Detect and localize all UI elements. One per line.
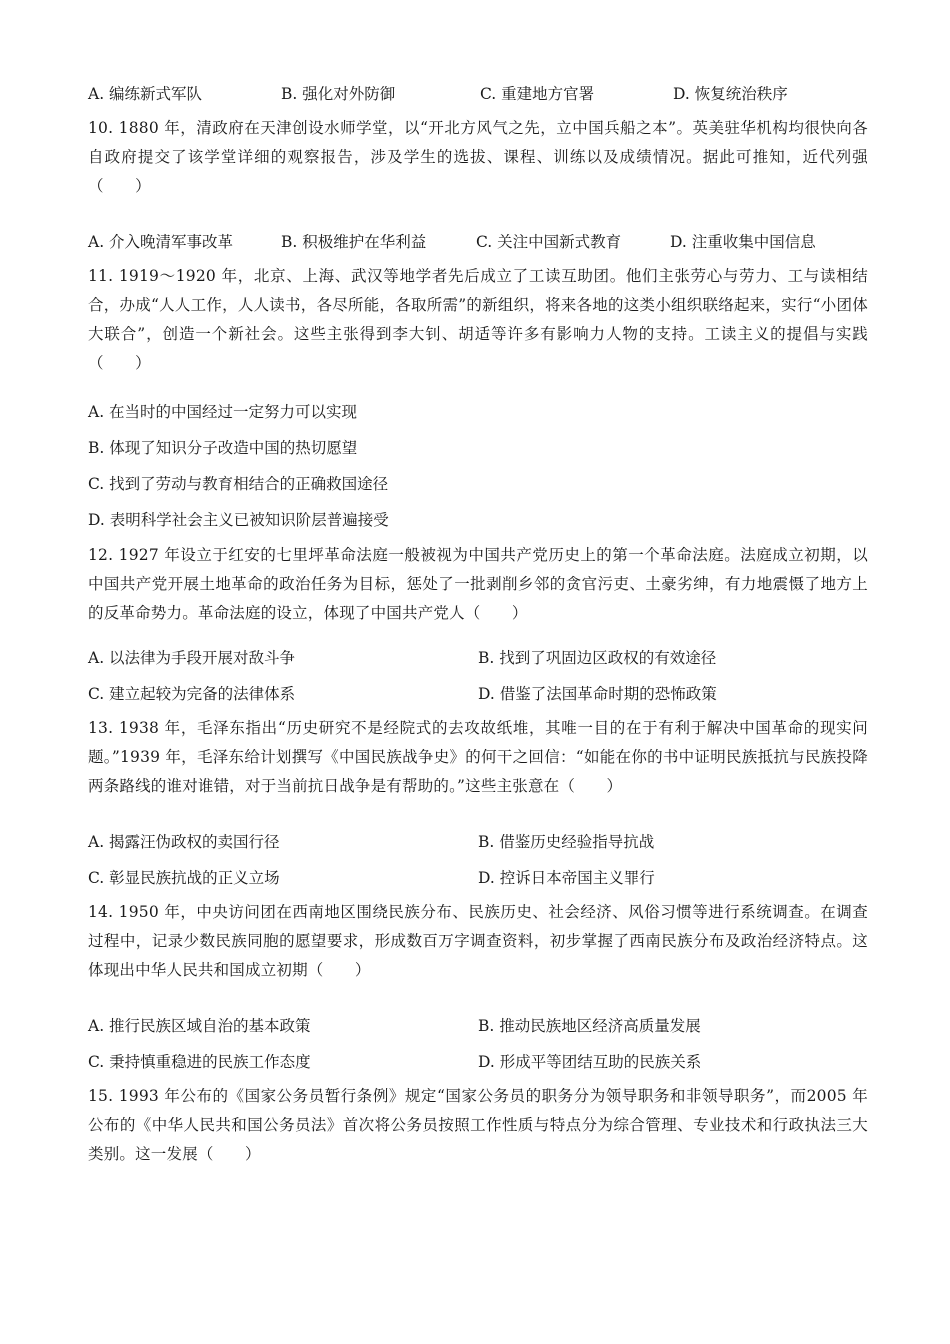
q11-option-b[interactable]: B. 体现了知识分子改造中国的热切愿望: [88, 439, 358, 457]
q13-option-c[interactable]: C. 彰显民族抗战的正义立场: [88, 869, 280, 887]
q9-option-a[interactable]: A. 编练新式军队: [88, 85, 203, 103]
q12-option-d[interactable]: D. 借鉴了法国革命时期的恐怖政策: [478, 685, 717, 703]
q14-options-row2: [88, 1050, 868, 1072]
q13-option-b[interactable]: B. 借鉴历史经验指导抗战: [478, 833, 655, 851]
q10-option-d[interactable]: D. 注重收集中国信息: [670, 233, 816, 251]
q12-stem: 12. 1927 年设立于红安的七里坪革命法庭一般被视为中国共产党历史上的第一个革命法庭。法庭成立初期，以中国共产党开展土地革命的政治任务为目标，惩处了一批剥削乡邻的贪官污吏、土豪劣绅，有力地震慑了地方上的反革命势力。革命法庭的设立，体现了中国共产党人（ ）: [88, 546, 868, 622]
q9-option-b[interactable]: B. 强化对外防御: [281, 85, 396, 103]
q11-option-c[interactable]: C. 找到了劳动与教育相结合的正确救国途径: [88, 475, 389, 493]
q15-stem: 15. 1993 年公布的《国家公务员暂行条例》规定“国家公务员的职务分为领导职务和非领导职务”，而2005 年公布的《中华人民共和国公务员法》首次将公务员按照工作性质与特点分为综合管理、专业技术和行政执法三大类别。这一发展（ ）: [88, 1087, 868, 1163]
q9-options: [88, 82, 868, 104]
q11-option-a[interactable]: A. 在当时的中国经过一定努力可以实现: [88, 403, 358, 421]
q13-option-d[interactable]: D. 控诉日本帝国主义罪行: [478, 869, 655, 887]
q12-option-b[interactable]: B. 找到了巩固边区政权的有效途径: [478, 649, 717, 667]
q13-options-row1: [88, 830, 868, 852]
q14-stem: 14. 1950 年，中央访问团在西南地区围绕民族分布、民族历史、社会经济、风俗习惯等进行系统调查。在调查过程中，记录少数民族同胞的愿望要求，形成数百万字调查资料，初步掌握了西南民族分布及政治经济特点。这体现出中华人民共和国成立初期（ ）: [88, 903, 868, 979]
q14-option-b[interactable]: B. 推动民族地区经济高质量发展: [478, 1017, 701, 1035]
q14-option-d[interactable]: D. 形成平等团结互助的民族关系: [478, 1053, 702, 1071]
q10-options: [88, 230, 868, 252]
q14-options-row1: [88, 1014, 868, 1036]
q9-option-d[interactable]: D. 恢复统治秩序: [673, 85, 788, 103]
q10-option-b[interactable]: B. 积极维护在华利益: [281, 233, 427, 251]
q10-option-a[interactable]: A. 介入晚清军事改革: [88, 233, 234, 251]
q14-option-c[interactable]: C. 秉持慎重稳进的民族工作态度: [88, 1053, 311, 1071]
q12-option-c[interactable]: C. 建立起较为完备的法律体系: [88, 685, 296, 703]
q13-option-a[interactable]: A. 揭露汪伪政权的卖国行径: [88, 833, 280, 851]
q9-option-c[interactable]: C. 重建地方官署: [480, 85, 595, 103]
q11-stem: 11. 1919～1920 年，北京、上海、武汉等地学者先后成立了工读互助团。他们主张劳心与劳力、工与读相结合，办成“人人工作，人人读书，各尽所能，各取所需”的新组织，将来各地的这类小组织联络起来，实行“小团体大联合”，创造一个新社会。这些主张得到李大钊、胡适等许多有影响力人物的支持。工读主义的提倡与实践（ ）: [88, 267, 868, 372]
q13-options-row2: [88, 866, 868, 888]
q14-option-a[interactable]: A. 推行民族区域自治的基本政策: [88, 1017, 311, 1035]
q10-stem: 10. 1880 年，清政府在天津创设水师学堂，以“开北方风气之先，立中国兵船之本”。英美驻华机构均很快向各自政府提交了该学堂详细的观察报告，涉及学生的选拔、课程、训练以及成绩情况。据此可推知，近代列强（ ）: [88, 119, 868, 195]
q13-stem: 13. 1938 年，毛泽东指出“历史研究不是经院式的去攻故纸堆，其唯一目的在于有利于解决中国革命的现实问题。”1939 年，毛泽东给计划撰写《中国民族战争史》的何干之回信：“如能在你的书中证明民族抵抗与民族投降两条路线的谁对谁错，对于当前抗日战争是有帮助的。”这些主张意在（ ）: [88, 719, 868, 795]
q12-options-row2: [88, 682, 868, 704]
q12-option-a[interactable]: A. 以法律为手段开展对敌斗争: [88, 649, 296, 667]
q11-option-d[interactable]: D. 表明科学社会主义已被知识阶层普遍接受: [88, 511, 389, 529]
q10-option-c[interactable]: C. 关注中国新式教育: [476, 233, 622, 251]
q12-options-row1: [88, 646, 868, 668]
